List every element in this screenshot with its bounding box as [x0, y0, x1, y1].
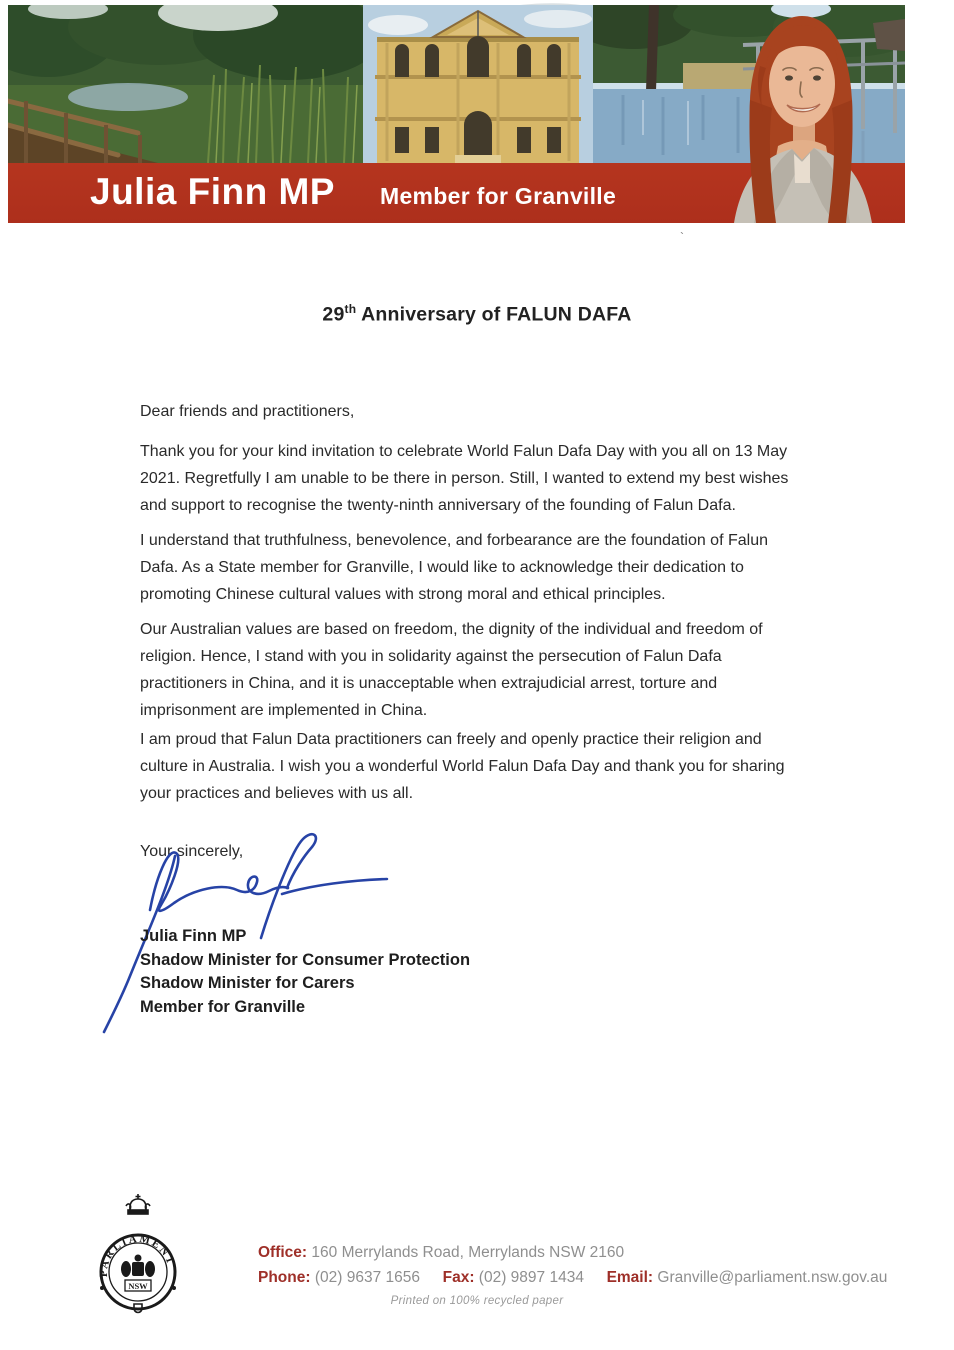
paragraph-1 [140, 438, 788, 519]
email-label: Email: [606, 1269, 654, 1286]
closing-salutation: Your sincerely, [140, 843, 244, 860]
signer-name: Julia Finn MP [140, 927, 247, 945]
park-boardwalk-photo [8, 5, 363, 163]
signer-title: Shadow Minister for Carers [140, 974, 355, 992]
paragraph-line: practitioners in China, and it is unacceptable when extrajudicial arrest, torture and [140, 675, 718, 692]
mp-role-banner: Member for Granville [380, 183, 617, 209]
paragraph-3 [140, 616, 763, 724]
paragraph-line: culture in Australia. I wish you a wonderful World Falun Dafa Day and thank you for sharing [140, 758, 785, 775]
contact-details [258, 1240, 887, 1290]
recycled-paper-note: Printed on 100% recycled paper [390, 1295, 564, 1307]
office-line [258, 1240, 887, 1265]
paragraph-line: imprisonment are implemented in China. [140, 702, 428, 719]
paragraph-line: Dafa. As a State member for Granville, I would like to acknowledge their dedication to [140, 559, 744, 576]
paragraph-line: 2021. Regretfully I am unable to be there in person. Still, I wanted to extend my best wishes [140, 470, 789, 487]
paragraph-line: and support to recognise the twenty-ninth anniversary of the founding of Falun Dafa. [140, 497, 736, 514]
salutation: Dear friends and practitioners, [140, 403, 355, 420]
paragraph-line: Our Australian values are based on freedom, the dignity of the individual and freedom of [140, 621, 763, 638]
email-value: Granville@parliament.nsw.gov.au [657, 1269, 888, 1286]
paragraph-line: your practices and believes with us all. [140, 785, 414, 802]
paragraph-line: promoting Chinese cultural values with strong moral and ethical principles. [140, 586, 666, 603]
phone-fax-email-line [258, 1265, 887, 1290]
letter-title [137, 302, 817, 327]
julia-finn-portrait-photo [698, 8, 905, 223]
signer-title: Member for Granville [140, 997, 306, 1016]
title-number: 29 [322, 303, 345, 326]
paragraph-line: I understand that truthfulness, benevolence, and forbearance are the foundation of Falun [140, 532, 768, 549]
signer-title: Shadow Minister for Consumer Protection [140, 950, 471, 969]
phone-value: (02) 9637 1656 [314, 1269, 420, 1286]
scan-artifact-tick: ` [680, 230, 684, 244]
paragraph-2 [140, 527, 768, 608]
fax-value: (02) 9897 1434 [478, 1269, 584, 1286]
paragraph-line: I am proud that Falun Data practitioners can freely and openly practice their religion and [140, 731, 762, 748]
office-label: Office: [258, 1244, 308, 1261]
town-hall-photo [363, 5, 593, 163]
office-value: 160 Merrylands Road, Merrylands NSW 2160 [311, 1244, 625, 1261]
paragraph-4 [140, 726, 784, 807]
title-superscript: th [344, 302, 357, 316]
paragraph-line: religion. Hence, I stand with you in solidarity against the persecution of Falun Dafa [140, 648, 722, 665]
logo-text-parliament: PARLIAMENT [97, 1232, 178, 1278]
phone-label: Phone: [258, 1269, 311, 1286]
title-text: Anniversary of FALUN DAFA [356, 303, 632, 326]
paragraph-line: Thank you for your kind invitation to celebrate World Falun Dafa Day with you all on 13 May [140, 443, 788, 460]
signature-block [140, 925, 470, 1019]
logo-text-nsw: NSW [128, 1281, 148, 1291]
fax-label: Fax: [442, 1269, 475, 1286]
mp-name-banner: Julia Finn MP [90, 171, 335, 212]
